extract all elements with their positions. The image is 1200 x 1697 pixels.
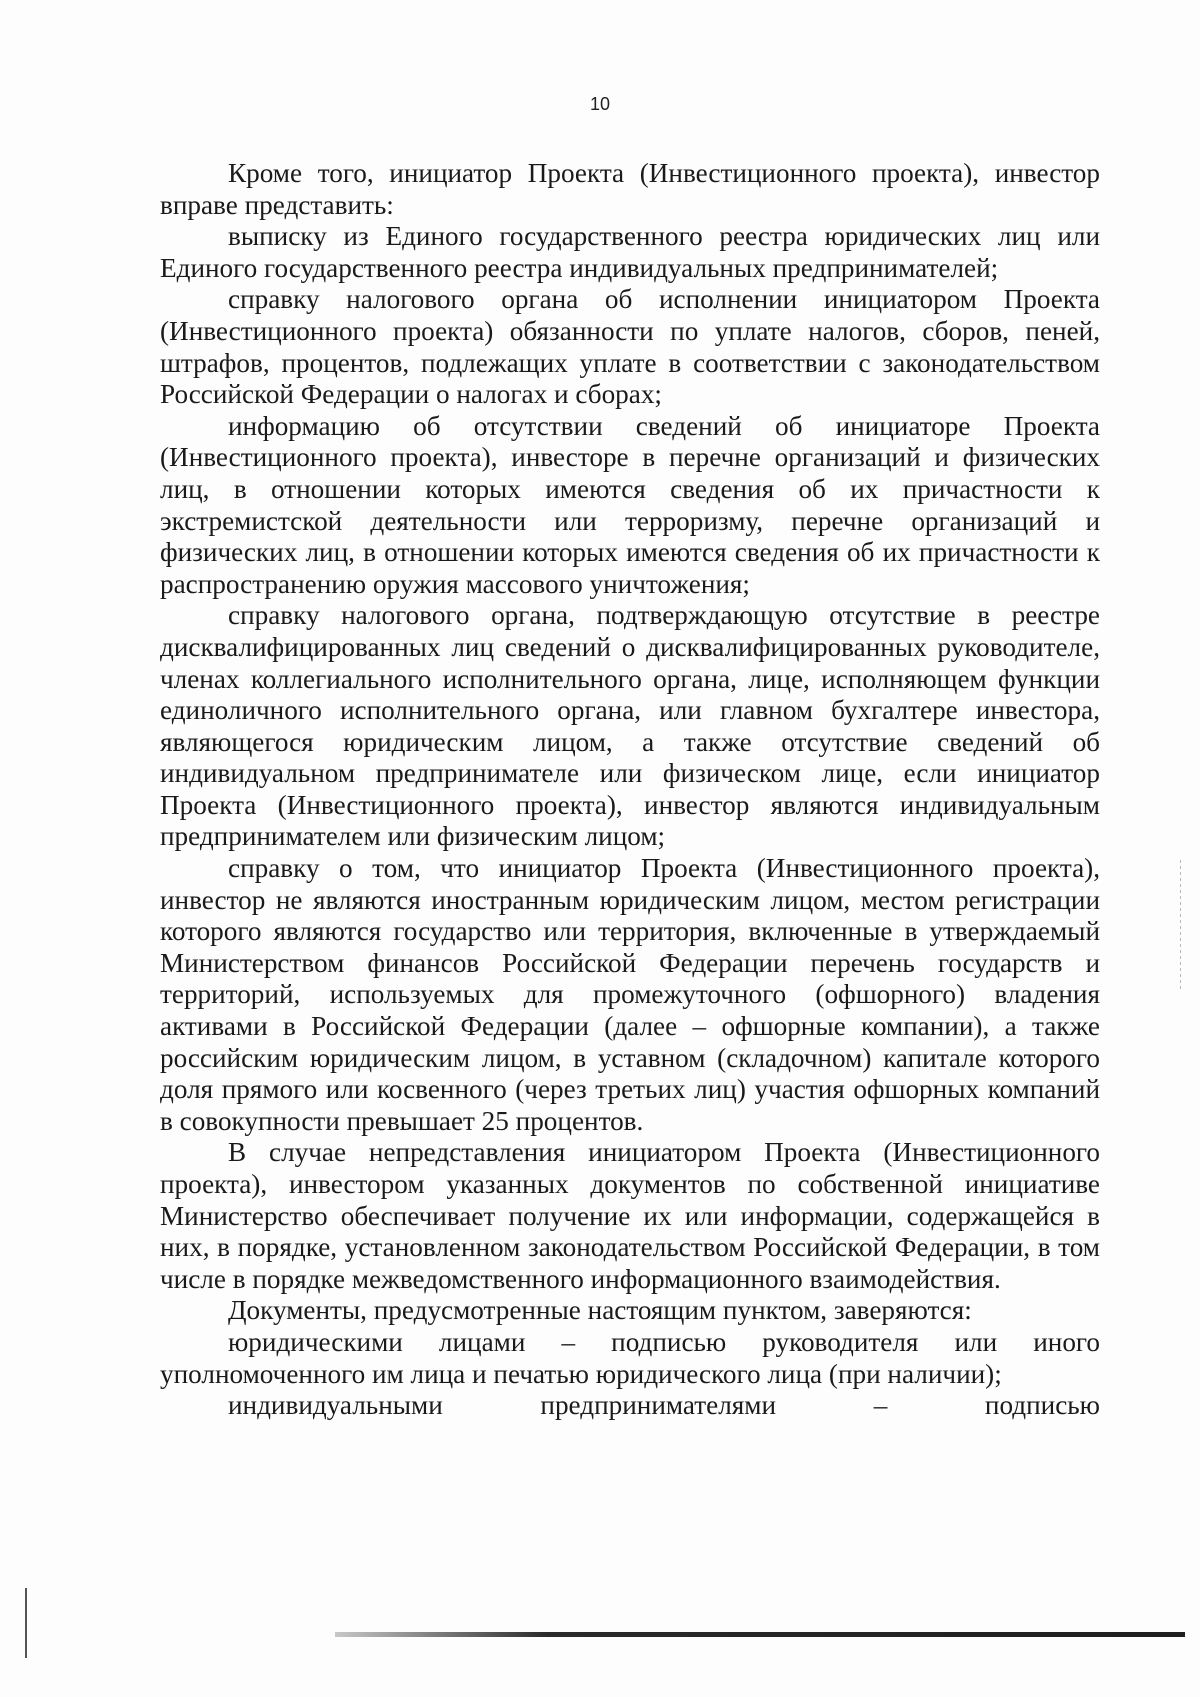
scan-artifact-right-dotted-line: [1180, 860, 1181, 990]
scan-artifact-bottom-line: [335, 1632, 1185, 1637]
paragraph-certification-intro: Документы, предусмотренные настоящим пунктом, заверяются:: [228, 1295, 972, 1326]
paragraph-non-submission: В случае непредставления инициатором Проекта (Инвестиционного проекта), инвестором указанных документов по собственной инициативе Министерство обеспечивает получение их или информации, содержащейся в них, в порядке, установленном законодательством Российской Федерации, в том числе в порядке межведомственного информационного взаимодействия.: [160, 1137, 1100, 1294]
scan-artifact-left-line: [25, 1588, 27, 1658]
page-number: 10: [589, 94, 611, 114]
paragraph-legal-entities: юридическими лицами – подписью руководителя или иного уполномоченного им лица и печатью юридического лица (при наличии);: [160, 1326, 1100, 1389]
paragraph-extremism-info: информацию об отсутствии сведений об инициаторе Проекта (Инвестиционного проекта), инвесторе в перечне организаций и физических лиц, в отношении которых имеются сведения об их причастности к экстремистской деятельности или терроризму, перечне организаций и физических лиц, в отношении которых имеются сведения об их причастности к распространению оружия массового уничтожения;: [160, 410, 1100, 599]
paragraph-individual-entrepreneurs: индивидуальными предпринимателями – подписью: [228, 1390, 1100, 1421]
paragraph-egrul-extract: выписку из Единого государственного реестра юридических лиц или Единого государственного реестра индивидуальных предпринимателей;: [160, 221, 1100, 283]
paragraph-offshore-certificate: справку о том, что инициатор Проекта (Инвестиционного проекта), инвестор не являются иностранным юридическим лицом, местом регистрации которого являются государство или территория, включенные в утверждаемый Министерством финансов Российской Федерации перечень государств и территорий, используемых для промежуточного (офшорного) владения активами в Российской Федерации (далее – офшорные компании), а также российским юридическим лицом, в уставном (складочном) капитале которого доля прямого или косвенного (через третьих лиц) участия офшорных компаний в совокупности превышает 25 процентов.: [160, 853, 1100, 1136]
paragraph-intro: Кроме того, инициатор Проекта (Инвестиционного проекта), инвестор вправе представить:: [160, 158, 1100, 220]
paragraph-disqualified-registry: справку налогового органа, подтверждающую отсутствие в реестре дисквалифицированных лиц сведений о дисквалифицированных руководителе, членах коллегиального исполнительного органа, лице, исполняющем функции единоличного исполнительного органа, или главном бухгалтере инвестора, являющегося юридическим лицом, а также отсутствие сведений об индивидуальном предпринимателе или физическом лице, если инициатор Проекта (Инвестиционного проекта), инвестор являются индивидуальным предпринимателем или физическим лицом;: [160, 600, 1100, 852]
paragraph-tax-certificate: справку налогового органа об исполнении инициатором Проекта (Инвестиционного проекта) обязанности по уплате налогов, сборов, пеней, штрафов, процентов, подлежащих уплате в соответствии с законодательством Российской Федерации о налогах и сборах;: [160, 284, 1100, 410]
document-body: [160, 158, 1100, 1422]
